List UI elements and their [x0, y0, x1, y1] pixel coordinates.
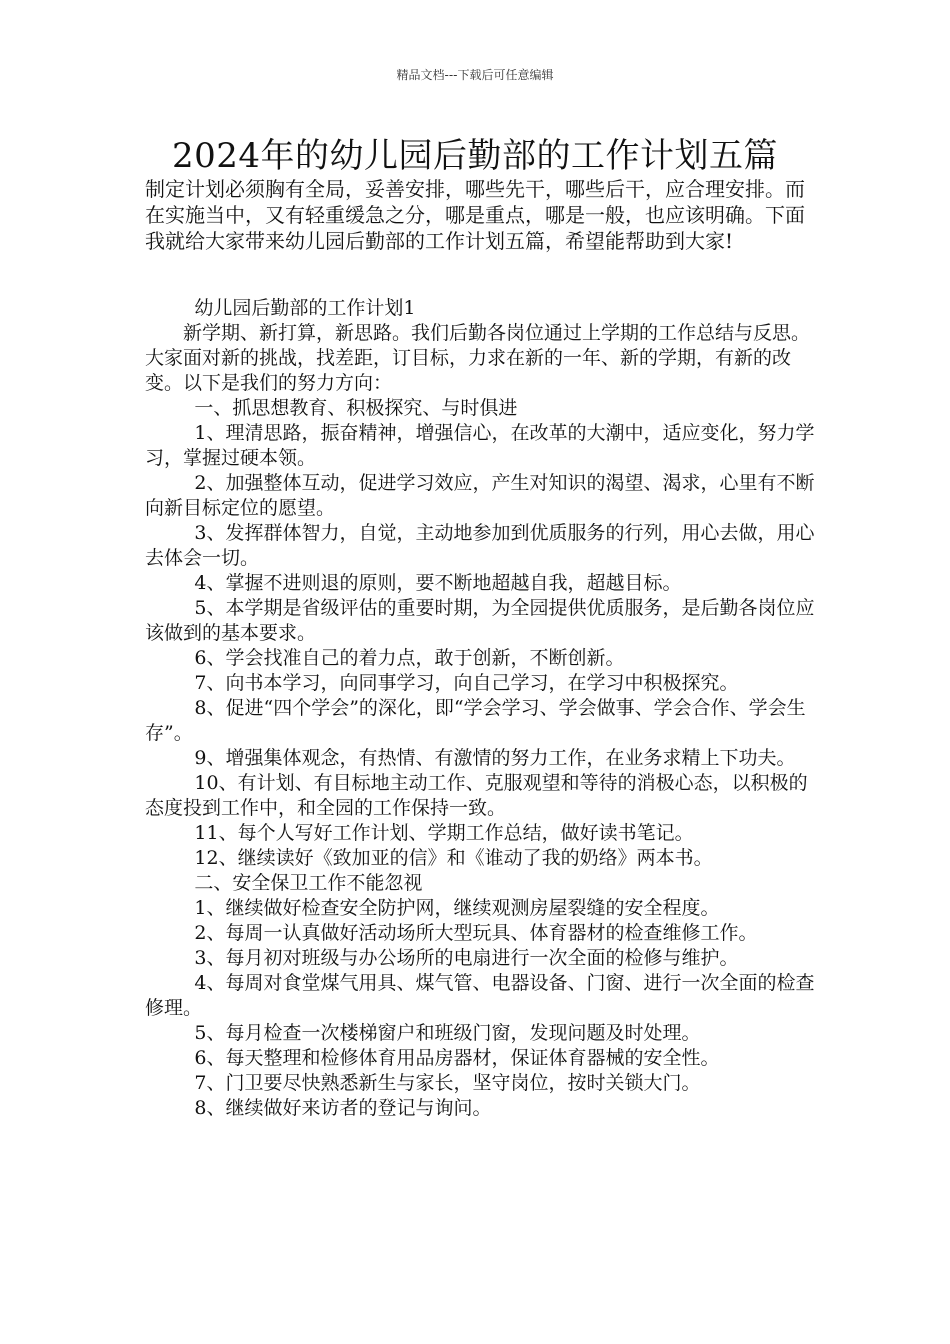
list-item: 2、每周一认真做好活动场所大型玩具、体育器材的检查维修工作。 [194, 922, 758, 944]
paragraph: 新学期、新打算，新思路。我们后勤各岗位通过上学期的工作总结与反思。大家面对新的挑战，找差距，订目标，力求在新的一年、新的学期，有新的改变。以下是我们的努力方向： [145, 322, 811, 394]
list-item: 4、每周对食堂煤气用具、煤气管、电器设备、门窗、进行一次全面的检查修理。 [145, 972, 815, 1019]
list-item: 7、向书本学习，向同事学习，向自己学习，在学习中积极探究。 [194, 672, 739, 694]
list-item: 1、继续做好检查安全防护网，继续观测房屋裂缝的安全程度。 [194, 897, 720, 919]
subsection-heading: 一、抓思想教育、积极探究、与时俱进 [194, 397, 518, 419]
list-item: 8、促进“四个学会”的深化，即“学会学习、学会做事、学会合作、学会生存”。 [145, 697, 806, 744]
list-item: 1、理清思路，振奋精神，增强信心，在改革的大潮中，适应变化，努力学习，掌握过硬本领。 [145, 422, 815, 469]
header-note: 精品文档---下载后可任意编辑 [396, 68, 554, 82]
list-item: 3、每月初对班级与办公场所的电扇进行一次全面的检修与维护。 [194, 947, 739, 969]
list-item: 6、每天整理和检修体育用品房器材，保证体育器械的安全性。 [194, 1047, 720, 1069]
subsection-heading: 二、安全保卫工作不能忽视 [194, 872, 423, 894]
list-item: 5、每月检查一次楼梯窗户和班级门窗，发现问题及时处理。 [194, 1022, 701, 1044]
list-item: 10、有计划、有目标地主动工作、克服观望和等待的消极心态，以积极的态度投到工作中，和全园的工作保持一致。 [145, 772, 808, 819]
list-item: 6、学会找准自己的着力点，敢于创新，不断创新。 [194, 647, 625, 669]
list-item: 7、门卫要尽快熟悉新生与家长，坚守岗位，按时关锁大门。 [194, 1072, 701, 1094]
list-item: 2、加强整体互动，促进学习效应，产生对知识的渴望、渴求，心里有不断向新目标定位的愿望。 [145, 472, 815, 519]
list-item: 11、每个人写好工作计划、学期工作总结，做好读书笔记。 [194, 822, 694, 844]
document-body [145, 296, 825, 1121]
list-item: 8、继续做好来访者的登记与询问。 [194, 1097, 492, 1119]
list-item: 3、发挥群体智力，自觉，主动地参加到优质服务的行列，用心去做，用心去体会一切。 [145, 522, 815, 569]
section-title: 幼儿园后勤部的工作计划1 [194, 297, 416, 319]
intro-paragraph: 制定计划必须胸有全局，妥善安排，哪些先干，哪些后干，应合理安排。而在实施当中，又有轻重缓急之分，哪是重点，哪是一般，也应该明确。下面我就给大家带来幼儿园后勤部的工作计划五篇，希望能帮助到大家! [145, 177, 805, 253]
list-item: 9、增强集体观念，有热情、有激情的努力工作，在业务求精上下功夫。 [194, 747, 796, 769]
document-title: 2024年的幼儿园后勤部的工作计划五篇 [171, 136, 779, 176]
intro-block [145, 176, 815, 254]
list-item: 5、本学期是省级评估的重要时期，为全园提供优质服务，是后勤各岗位应该做到的基本要求。 [145, 597, 815, 644]
list-item: 12、继续读好《致加亚的信》和《谁动了我的奶络》两本书。 [194, 847, 713, 869]
list-item: 4、掌握不进则退的原则，要不断地超越自我，超越目标。 [194, 572, 682, 594]
